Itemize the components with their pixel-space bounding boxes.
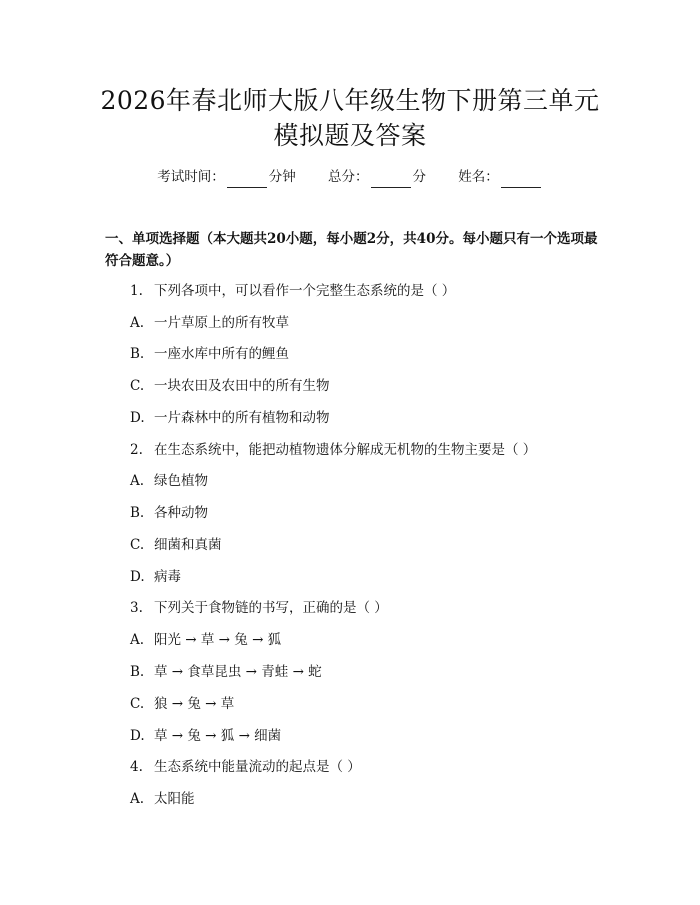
item-text: 一片森林中的所有植物和动物 (154, 410, 330, 426)
exam-time-blank[interactable] (227, 170, 267, 188)
item-text: 狼 → 兔 → 草 (154, 696, 235, 712)
question-line (130, 281, 455, 301)
item-number: B. (130, 346, 145, 362)
section-heading: 一、单项选择题（本大题共20小题，每小题2分，共40分。每小题只有一个选项最符合题意。） (105, 231, 598, 269)
student-name-field (458, 169, 543, 185)
item-number: D. (130, 410, 145, 426)
option-line (130, 503, 208, 523)
exam-time-field (157, 169, 300, 185)
option-line (130, 726, 281, 746)
item-text: 生态系统中能量流动的起点是（ ） (154, 759, 361, 775)
option-line (130, 535, 222, 555)
student-name-blank[interactable] (501, 170, 541, 188)
item-text: 一片草原上的所有牧草 (154, 315, 289, 331)
total-score-field (328, 169, 430, 185)
item-number: D. (130, 728, 145, 744)
exam-time-label: 考试时间： (157, 169, 225, 185)
item-number: A. (130, 632, 145, 648)
option-line (130, 694, 234, 714)
item-number: 1. (130, 283, 143, 299)
item-text: 病毒 (154, 569, 181, 585)
item-number: B. (130, 505, 145, 521)
page-title: 2026年春北师大版八年级生物下册第三单元 (100, 86, 600, 115)
item-number: A. (130, 791, 145, 807)
item-text: 阳光 → 草 → 兔 → 狐 (154, 632, 282, 648)
exam-info-row (0, 166, 700, 188)
item-text: 下列各项中，可以看作一个完整生态系统的是（ ） (154, 283, 456, 299)
item-number: C. (130, 696, 145, 712)
item-text: 各种动物 (154, 505, 208, 521)
option-line (130, 344, 289, 364)
item-number: A. (130, 473, 145, 489)
item-number: 3. (130, 600, 143, 616)
option-line (130, 567, 181, 587)
item-text: 草 → 兔 → 狐 → 细菌 (154, 728, 282, 744)
item-number: D. (130, 569, 145, 585)
item-text: 一块农田及农田中的所有生物 (154, 378, 330, 394)
option-line (130, 662, 322, 682)
item-number: 2. (130, 442, 143, 458)
option-line (130, 376, 330, 396)
option-line (130, 313, 289, 333)
item-text: 太阳能 (154, 791, 195, 807)
item-text: 细菌和真菌 (154, 537, 222, 553)
total-score-label: 总分： (328, 169, 369, 185)
total-score-blank[interactable] (371, 170, 411, 188)
total-score-unit: 分 (412, 169, 426, 185)
option-line (130, 630, 281, 650)
item-number: 4. (130, 759, 143, 775)
question-line (130, 598, 388, 618)
item-number: C. (130, 537, 145, 553)
student-name-label: 姓名： (458, 169, 499, 185)
item-text: 在生态系统中，能把动植物遗体分解成无机物的生物主要是（ ） (154, 442, 537, 458)
exam-time-unit: 分钟 (268, 169, 296, 185)
item-text: 一座水库中所有的鲤鱼 (154, 346, 289, 362)
item-text: 下列关于食物链的书写，正确的是（ ） (154, 600, 388, 616)
option-line (130, 408, 330, 428)
question-line (130, 440, 536, 460)
option-line (130, 471, 208, 491)
item-text: 绿色植物 (154, 473, 208, 489)
item-text: 草 → 食草昆虫 → 青蛙 → 蛇 (154, 664, 322, 680)
page-subtitle: 模拟题及答案 (273, 121, 427, 150)
item-number: A. (130, 315, 145, 331)
question-line (130, 757, 361, 777)
item-number: C. (130, 378, 145, 394)
item-number: B. (130, 664, 145, 680)
option-line (130, 789, 195, 809)
